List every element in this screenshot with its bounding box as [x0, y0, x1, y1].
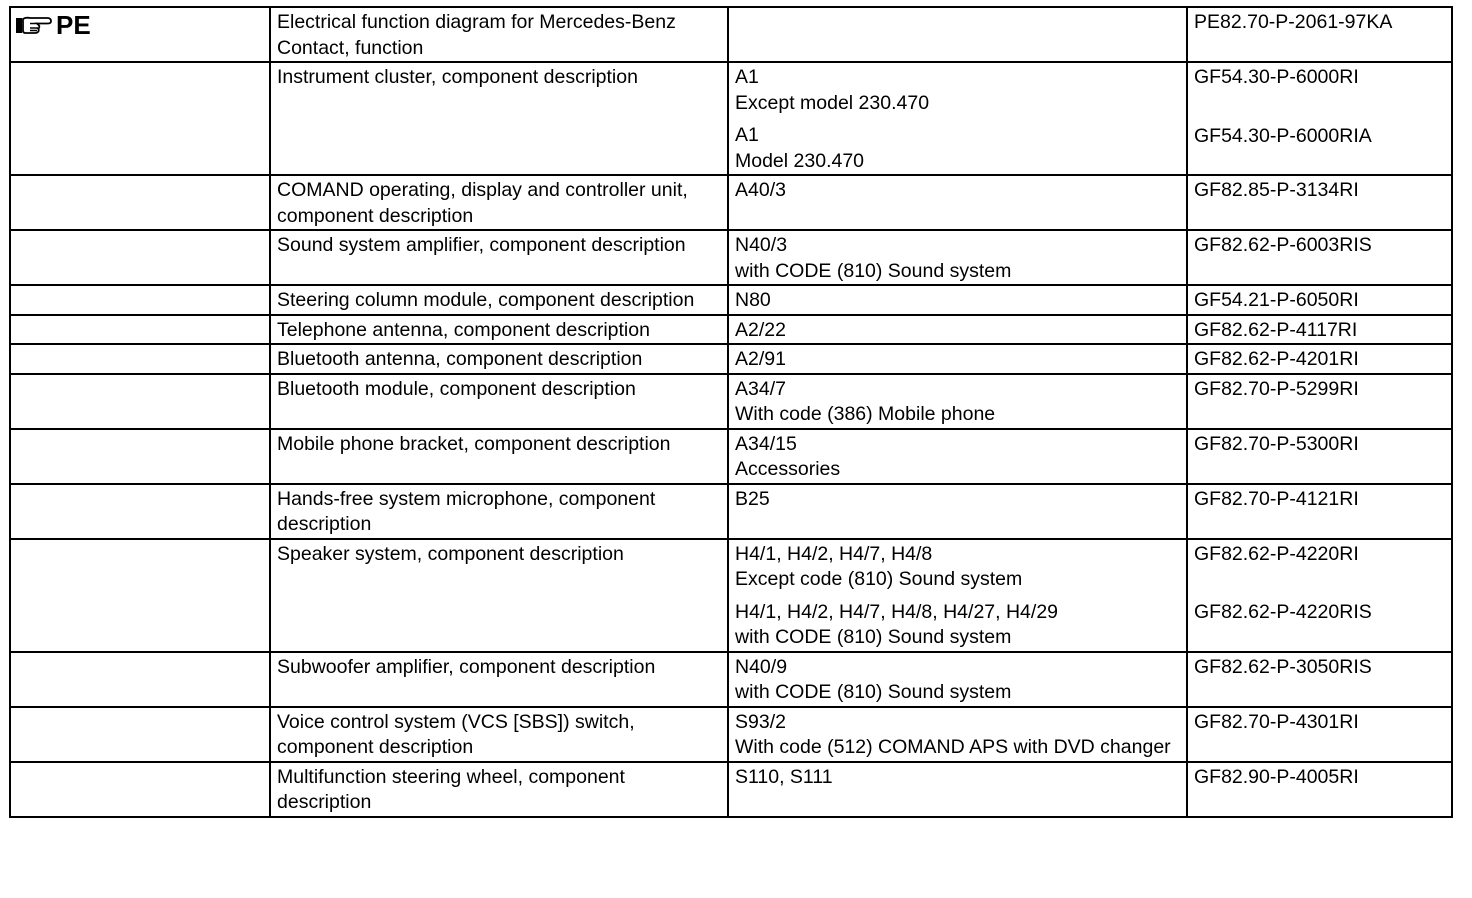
reference-cell: [1187, 230, 1452, 285]
component-condition: Accessories: [735, 458, 841, 480]
reference-link[interactable]: GF82.85-P-3134RI: [1194, 179, 1359, 201]
description-cell: [270, 344, 728, 374]
reference-table: [9, 6, 1453, 818]
description-text: Bluetooth antenna, component description: [277, 348, 643, 370]
component-code: N80: [735, 289, 771, 311]
description-text: Voice control system (VCS [SBS]) switch, component description: [277, 710, 641, 758]
reference-cell: [1187, 344, 1452, 374]
table-row: [10, 344, 1452, 374]
table-row: [10, 484, 1452, 539]
component-condition: with CODE (810) Sound system: [735, 259, 1012, 282]
component-code: H4/1, H4/2, H4/7, H4/8: [735, 542, 933, 565]
component-condition: with CODE (810) Sound system: [735, 626, 1012, 648]
code-cell: [728, 175, 1187, 230]
reference-cell: [1187, 62, 1452, 175]
reference-link[interactable]: GF82.90-P-4005RI: [1194, 765, 1359, 788]
component-code: H4/1, H4/2, H4/7, H4/8, H4/27, H4/29: [735, 600, 1059, 623]
component-condition: With code (512) COMAND APS with DVD changer: [735, 736, 1171, 758]
reference-cell: [1187, 762, 1452, 817]
blank-cell: [10, 285, 270, 315]
component-condition: With code (386) Mobile phone: [735, 403, 996, 425]
reference-cell: [1187, 707, 1452, 762]
blank-cell: [10, 539, 270, 652]
reference-link[interactable]: GF54.30-P-6000RIA: [1194, 124, 1372, 147]
description-text: Mobile phone bracket, component description: [277, 432, 671, 455]
blank-cell: [10, 230, 270, 285]
reference-link[interactable]: GF82.62-P-6003RIS: [1194, 234, 1372, 256]
table-row: [10, 7, 1452, 62]
table-body: [10, 7, 1452, 817]
table-row: [10, 230, 1452, 285]
component-code: N40/9: [735, 655, 788, 678]
code-cell: [728, 7, 1187, 62]
component-code: A1: [735, 124, 759, 146]
reference-cell: [1187, 652, 1452, 707]
reference-link[interactable]: GF54.21-P-6050RI: [1194, 289, 1359, 311]
table-row: [10, 175, 1452, 230]
reference-link[interactable]: GF82.62-P-4201RI: [1194, 348, 1359, 370]
blank-cell: [10, 344, 270, 374]
reference-cell: [1187, 374, 1452, 429]
description-text: COMAND operating, display and controller unit, component description: [277, 179, 694, 227]
component-code: B25: [735, 487, 770, 510]
blank-cell: [10, 652, 270, 707]
code-cell: [728, 315, 1187, 345]
code-cell: [728, 429, 1187, 484]
component-condition: Except code (810) Sound system: [735, 568, 1023, 590]
blank-cell: [10, 315, 270, 345]
reference-link[interactable]: PE82.70-P-2061-97KA: [1194, 11, 1393, 33]
reference-link[interactable]: GF82.70-P-5300RI: [1194, 432, 1359, 455]
reference-link[interactable]: GF82.70-P-4301RI: [1194, 710, 1359, 733]
code-cell: [728, 652, 1187, 707]
table-row: [10, 707, 1452, 762]
description-text: Multifunction steering wheel, component description: [277, 765, 631, 813]
description-text: Speaker system, component description: [277, 542, 624, 565]
code-cell: [728, 285, 1187, 315]
description-cell: [270, 7, 728, 62]
reference-link[interactable]: GF82.62-P-4220RIS: [1194, 601, 1372, 623]
description-cell: [270, 652, 728, 707]
reference-cell: [1187, 315, 1452, 345]
code-cell: [728, 344, 1187, 374]
blank-cell: [10, 762, 270, 817]
table-row: [10, 539, 1452, 652]
description-cell: [270, 484, 728, 539]
table-row: [10, 62, 1452, 175]
description-text: Instrument cluster, component description: [277, 66, 638, 88]
reference-cell: [1187, 285, 1452, 315]
blank-cell: [10, 62, 270, 175]
description-text: Subwoofer amplifier, component description: [277, 655, 656, 678]
code-cell: [728, 484, 1187, 539]
section-marker-cell: [10, 7, 270, 62]
component-code: A2/22: [735, 318, 786, 341]
component-condition: with CODE (810) Sound system: [735, 681, 1012, 703]
reference-link[interactable]: GF82.62-P-4220RI: [1194, 542, 1359, 565]
component-code: A40/3: [735, 179, 786, 201]
component-code: A34/15: [735, 432, 797, 455]
code-cell: [728, 62, 1187, 175]
description-cell: [270, 285, 728, 315]
description-cell: [270, 175, 728, 230]
description-text: Bluetooth module, component description: [277, 377, 636, 400]
description-cell: [270, 539, 728, 652]
component-code: S110, S111: [735, 765, 833, 788]
component-code: N40/3: [735, 234, 788, 256]
description-text: Electrical function diagram for Mercedes-Benz Contact, function: [277, 11, 682, 59]
reference-cell: [1187, 484, 1452, 539]
blank-cell: [10, 429, 270, 484]
component-code: A2/91: [735, 348, 786, 370]
reference-cell: [1187, 175, 1452, 230]
code-cell: [728, 539, 1187, 652]
table-row: [10, 762, 1452, 817]
reference-link[interactable]: GF82.70-P-4121RI: [1194, 487, 1359, 510]
description-cell: [270, 429, 728, 484]
reference-cell: [1187, 429, 1452, 484]
code-cell: [728, 707, 1187, 762]
component-condition: Model 230.470: [735, 149, 865, 172]
table-row: [10, 285, 1452, 315]
table-row: [10, 429, 1452, 484]
reference-link[interactable]: GF82.62-P-4117RI: [1194, 318, 1358, 341]
component-code: S93/2: [735, 710, 786, 733]
description-text: Telephone antenna, component description: [277, 318, 650, 341]
description-cell: [270, 374, 728, 429]
reference-cell: [1187, 7, 1452, 62]
description-text: Steering column module, component description: [277, 289, 695, 311]
component-code: A1: [735, 66, 759, 88]
pointing-hand-icon: [13, 14, 53, 36]
blank-cell: [10, 175, 270, 230]
component-condition: Except model 230.470: [735, 91, 930, 114]
description-cell: [270, 62, 728, 175]
blank-cell: [10, 484, 270, 539]
description-text: Hands-free system microphone, component description: [277, 487, 661, 535]
description-cell: [270, 230, 728, 285]
table-row: [10, 315, 1452, 345]
description-text: Sound system amplifier, component description: [277, 234, 686, 256]
blank-cell: [10, 374, 270, 429]
code-cell: [728, 762, 1187, 817]
code-cell: [728, 374, 1187, 429]
description-cell: [270, 315, 728, 345]
blank-cell: [10, 707, 270, 762]
table-row: [10, 374, 1452, 429]
description-cell: [270, 707, 728, 762]
reference-link[interactable]: GF54.30-P-6000RI: [1194, 66, 1359, 88]
section-marker: [13, 10, 91, 40]
reference-link[interactable]: GF82.62-P-3050RIS: [1194, 655, 1372, 678]
table-row: [10, 652, 1452, 707]
component-code: A34/7: [735, 377, 786, 400]
description-cell: [270, 762, 728, 817]
code-cell: [728, 230, 1187, 285]
reference-link[interactable]: GF82.70-P-5299RI: [1194, 377, 1359, 400]
reference-cell: [1187, 539, 1452, 652]
section-marker-label: PE: [56, 10, 91, 40]
